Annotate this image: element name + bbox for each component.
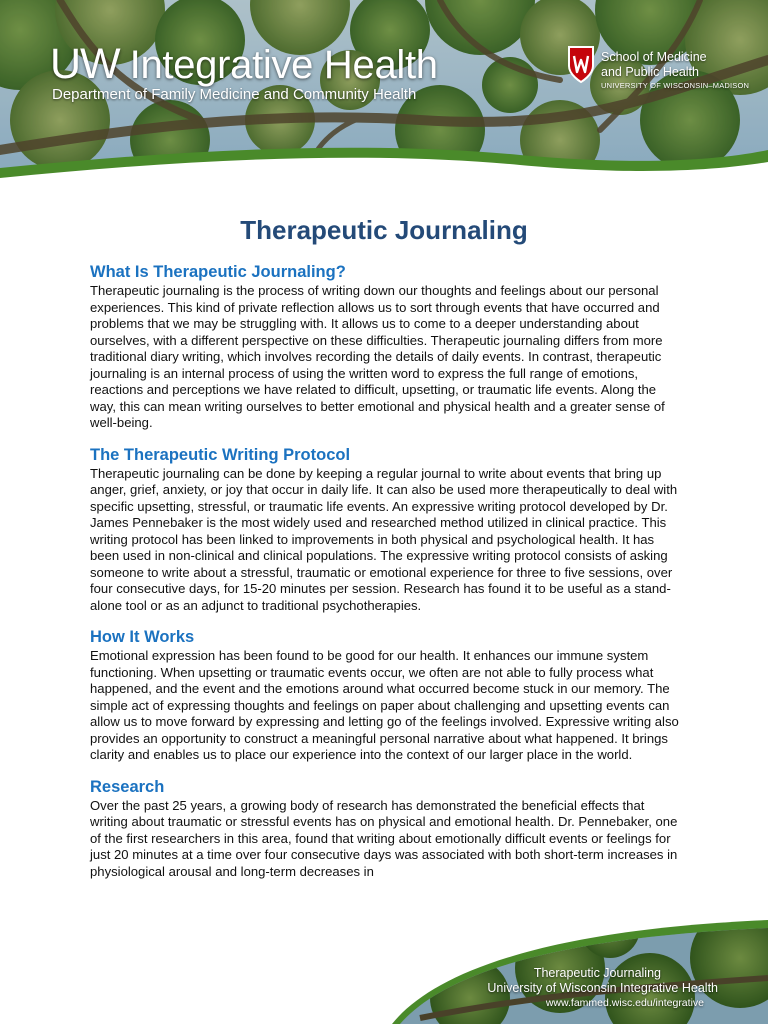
school-line-2: and Public Health [601, 65, 699, 79]
section-research [90, 777, 682, 881]
section-paragraph: Therapeutic journaling can be done by keeping a regular journal to write about events that bring up anger, grief, anxiety, or joy that occur in daily life. It can also be used more therapeutically to deal with specific upsetting, stressful, or traumatic life events. An expressive writing protocol developed by Dr. James Pennebaker is the most widely used and researched method utilized in clinical practice. This writing protocol has been linked to improvements in both physical and psychological health. It has been used in non-clinical and clinical populations. The expressive writing protocol consists of asking someone to write about a stressful, traumatic or emotional experience for three to five sessions, over four consecutive days, for 15-20 minutes per session. Research has found it to be useful as a stand-alone tool or as an adjunct to traditional psychotherapies. [90, 465, 678, 613]
department-name: Department of Family Medicine and Community Health [52, 86, 417, 103]
section-heading: The Therapeutic Writing Protocol [90, 445, 351, 464]
section-how-it-works [90, 627, 682, 764]
brand-name: Integrative Health [129, 43, 438, 87]
footer [0, 918, 768, 1024]
section-heading: Research [90, 777, 165, 796]
footer-text [487, 966, 718, 1010]
footer-org: University of Wisconsin Integrative Health [487, 981, 718, 995]
footer-url: www.fammed.wisc.edu/integrative [545, 997, 704, 1009]
document-body [90, 262, 682, 893]
section-protocol [90, 445, 682, 615]
school-line-1: School of Medicine [601, 50, 707, 64]
footer-doc-title: Therapeutic Journaling [533, 966, 661, 980]
section-heading: How It Works [90, 628, 195, 646]
document-title: Therapeutic Journaling [240, 215, 528, 245]
section-paragraph: Emotional expression has been found to be good for our health. It enhances our immune system functioning. When upsetting or traumatic events occur, we often are not able to fully process what happened, and the event and the emotions around what occurred become stuck in our memory. The simple act of expressing thoughts and feelings on paper about challenging and upsetting events can allow us to move forward by expressing and letting go of the feelings involved. Expressive writing also provides an opportunity to construct a meaningful personal narrative about what happened. It brings clarity and enables us to place our experience into the context of our larger place in the world. [90, 648, 679, 762]
section-what-is [90, 262, 682, 432]
university-name: UNIVERSITY OF WISCONSIN–MADISON [601, 81, 750, 90]
section-heading: What Is Therapeutic Journaling? [90, 263, 346, 281]
section-paragraph: Therapeutic journaling is the process of writing down our thoughts and feelings about our personal experiences. This kind of private reflection allows us to sort through events that have occurred and problems that we may be struggling with. It allows us to come to a deeper understanding about ourselves, with a different perspective on these difficulties. Therapeutic journaling differs from more traditional diary writing, which involves recording the details of daily events. In contrast, therapeutic journaling is an internal process of using the written word to express the full range of emotions, reactions and perceptions we have related to difficult, upsetting, or traumatic life events. Along the way, this can mean writing ourselves to better emotional and physical health and a greater sense of well-being. [90, 283, 665, 430]
section-paragraph: Over the past 25 years, a growing body of research has demonstrated the beneficial effects that writing about traumatic or stressful events has on physical and emotional health. Dr. Pennebaker, one of the first researchers in this area, found that writing about emotionally difficult events or feelings for just 20 minutes at a time over four consecutive days was associated with both short-term increases in physiological arousal and long-term decreases in [90, 797, 678, 879]
brand-uw: UW [50, 40, 120, 88]
